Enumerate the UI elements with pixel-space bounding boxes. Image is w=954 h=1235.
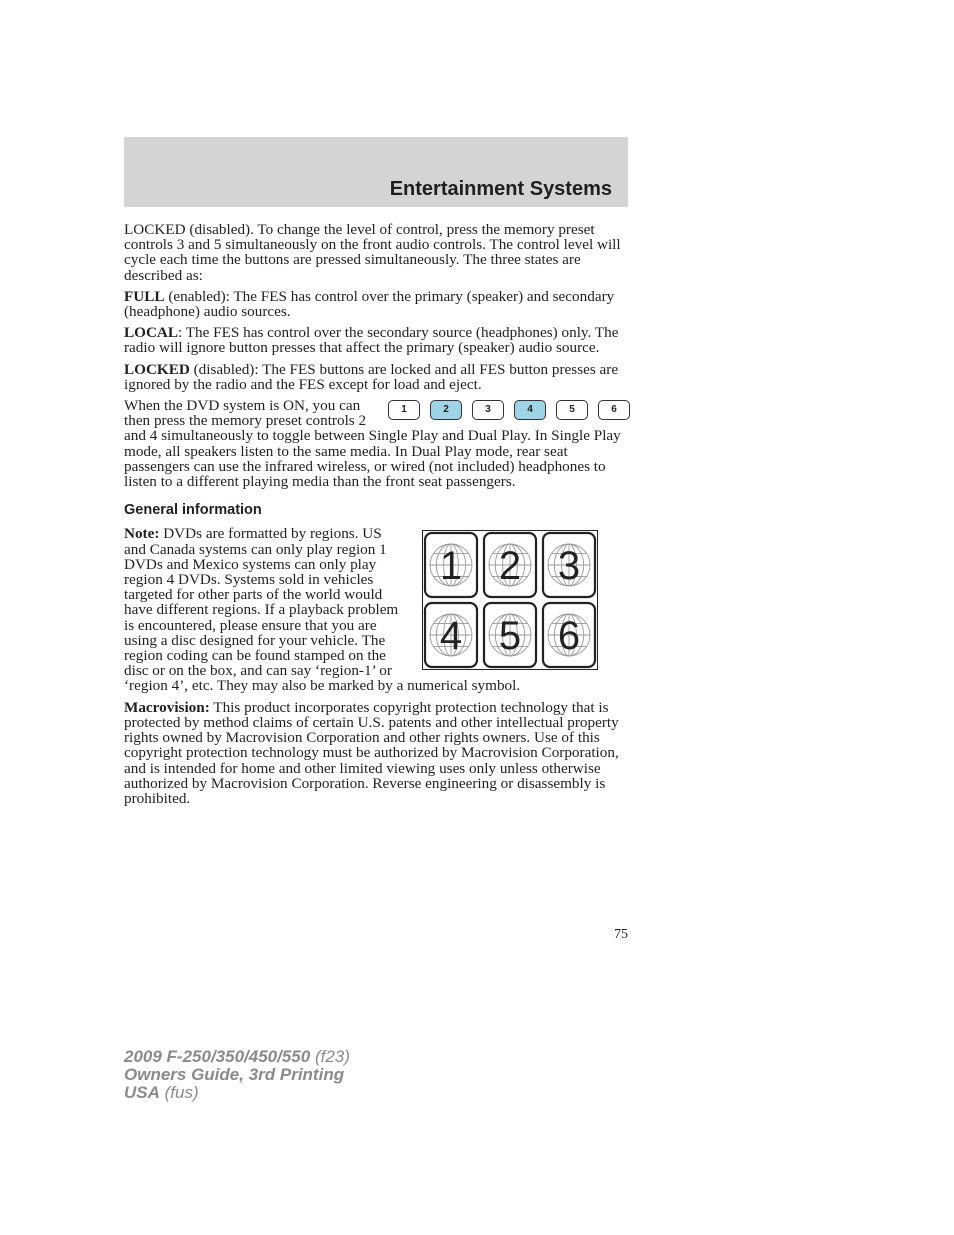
region-number-3: 3 bbox=[557, 544, 581, 589]
footer-line-3: USA (fus) bbox=[124, 1083, 199, 1102]
region-globe-6 bbox=[543, 603, 595, 667]
region-number-2: 2 bbox=[498, 544, 522, 589]
region-globes bbox=[423, 531, 597, 669]
region-globe-3 bbox=[543, 533, 595, 597]
region-number-4: 4 bbox=[439, 614, 463, 659]
section-title: Entertainment Systems bbox=[389, 178, 612, 200]
region-number-5: 5 bbox=[498, 614, 522, 659]
text-locked: (disabled): The FES buttons are locked and all FES button presses are ignored by the radio and the FES except for load and eject. bbox=[124, 360, 619, 393]
text-local: : The FES has control over the secondary source (headphones) only. The radio will ignore button presses that affect the primary (speaker) audio source. bbox=[124, 324, 619, 357]
text-macrovision: This product incorporates copyright protection technology that is protected by method claims of certain U.S. patents and other intellectual property rights owned by Macrovision Corporation and other rights owners. Use of this copyright protection technology must be authorized by Macrovision Corporation, and is intended for home and other limited viewing uses only unless otherwise authorized by Macrovision Corporation. Reverse engineering or disassembly is prohibited. bbox=[124, 698, 619, 807]
preset-button-5: 5 bbox=[556, 400, 588, 420]
region-globe-2 bbox=[484, 533, 536, 597]
footer bbox=[124, 1048, 350, 1102]
preset-button-2: 2 bbox=[430, 400, 462, 420]
footer-line-1: 2009 F-250/350/450/550 (f23) bbox=[124, 1047, 350, 1066]
region-codes-illustration bbox=[422, 530, 598, 670]
region-number-1: 1 bbox=[439, 544, 463, 589]
paragraph-locked bbox=[124, 362, 628, 392]
footer-line-2: Owners Guide, 3rd Printing bbox=[124, 1065, 345, 1084]
page-body bbox=[124, 222, 628, 812]
term-local: LOCAL bbox=[124, 324, 179, 342]
heading-general-information: General information bbox=[124, 502, 262, 519]
term-macrovision: Macrovision: bbox=[124, 698, 210, 716]
memory-preset-illustration bbox=[388, 396, 630, 424]
term-note: Note: bbox=[124, 525, 160, 543]
preset-button-6: 6 bbox=[598, 400, 630, 420]
section-header bbox=[124, 137, 628, 207]
term-full: FULL bbox=[124, 287, 165, 305]
text-note: DVDs are formatted by regions. US and Canada systems can only play region 1 DVDs and Mexico systems can only play region 4 DVDs. Systems sold in vehicles targeted for other parts of the world would have different regions. If a playback problem is encountered, please ensure that you are using a disc designed for your vehicle. The region coding can be found stamped on the disc or on the box, and can say ‘region-1’ or ‘region 4’, etc. They may also be marked by a numerical symbol. bbox=[124, 525, 521, 695]
region-globe-4 bbox=[425, 603, 477, 667]
region-number-6: 6 bbox=[557, 614, 581, 659]
preset-button-4: 4 bbox=[514, 400, 546, 420]
paragraph-macrovision bbox=[124, 700, 628, 806]
text-full: (enabled): The FES has control over the primary (speaker) and secondary (headphone) audio sources. bbox=[124, 287, 615, 321]
paragraph-dvd-play: When the DVD system is ON, you can then press the memory preset controls 2 and 4 simultaneously to toggle between Single Play and Dual Play. In Single Play mode, all speakers listen to the same media. In Dual Play mode, rear seat passengers can use the infrared wireless, or wired (not included) headphones to listen to a different playing media than the front seat passengers. bbox=[124, 397, 621, 491]
page-number: 75 bbox=[614, 927, 628, 942]
term-locked: LOCKED bbox=[124, 360, 190, 378]
region-globe-1 bbox=[425, 533, 477, 597]
paragraph-full bbox=[124, 289, 628, 319]
region-globe-5 bbox=[484, 603, 536, 667]
preset-button-1: 1 bbox=[388, 400, 420, 420]
paragraph-locked-intro: LOCKED (disabled). To change the level of control, press the memory preset controls 3 and 5 simultaneously on the front audio controls. The control level will cycle each time the buttons are pressed simultaneously. The three states are described as: bbox=[124, 221, 621, 284]
preset-button-3: 3 bbox=[472, 400, 504, 420]
paragraph-local bbox=[124, 325, 628, 355]
